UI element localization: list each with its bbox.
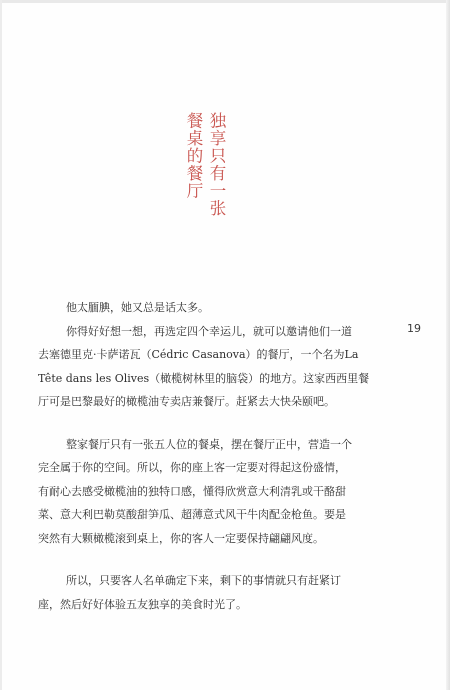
paragraph <box>38 569 362 616</box>
text-line: Tête dans les Olives（橄榄树林里的脑袋）的地方。这家西西里餐 <box>38 371 370 385</box>
text-line: 座，然后好好体验五友独享的美食时光了。 <box>38 597 247 611</box>
text-line: 你得好好想一想，再选定四个幸运儿，就可以邀请他们一道 <box>66 324 352 338</box>
page-top-edge <box>0 0 450 3</box>
paragraph <box>38 320 370 414</box>
text-line: 厅可是巴黎最好的橄榄油专卖店兼餐厅。赶紧去大快朵颐吧。 <box>38 395 335 408</box>
chapter-title <box>184 112 226 217</box>
text-line: 完全属于你的空间。所以，你的座上客一定要对得起这份盛情， <box>38 461 346 474</box>
text-line: 突然有大颗橄榄滚到桌上，你的客人一定要保持翩翩风度。 <box>38 531 324 545</box>
text-line: 所以，只要客人名单确定下来，剩下的事情就只有赶紧订 <box>66 574 341 587</box>
paragraph <box>38 433 362 551</box>
page-number: 19 <box>407 322 421 335</box>
chapter-title-line-1: 独享只有一张 <box>207 112 226 217</box>
text-line: 有耐心去感受橄榄油的独特口感，懂得欣赏意大利清乳或干酪甜 <box>38 484 346 498</box>
text-line: 他太腼腆，她又总是话太多。 <box>66 301 209 314</box>
page-right-edge <box>446 0 450 690</box>
page-left-edge <box>0 0 2 690</box>
text-line: 整家餐厅只有一张五人位的餐桌，摆在餐厅正中，营造一个 <box>66 437 352 451</box>
text-line: 去塞德里克·卡萨诺瓦（Cédric Casanova）的餐厅，一个名为La <box>38 348 359 361</box>
body-text <box>38 296 370 616</box>
chapter-title-line-2: 餐桌的餐厅 <box>184 112 203 200</box>
paragraph <box>62 296 362 320</box>
text-line: 菜、意大利巴勒莫酸甜笋瓜、超薄意式风干牛肉配金枪鱼。要是 <box>38 508 346 521</box>
